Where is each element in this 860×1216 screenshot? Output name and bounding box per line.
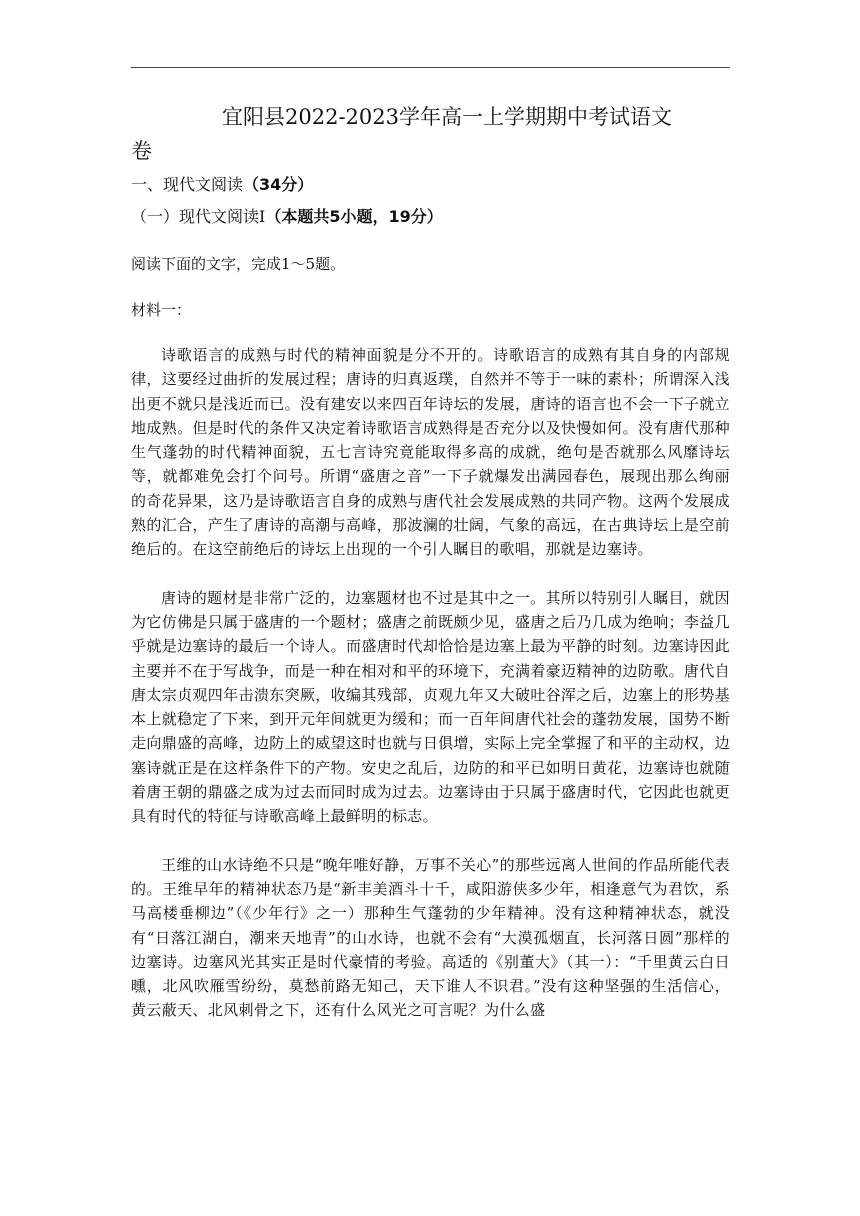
- document-page: [131, 100, 730, 1023]
- paragraph-2: 唐诗的题材是非常广泛的，边塞题材也不过是其中之一。其所以特别引人瞩目，就因为它仿佛是只属于盛唐的一个题材；盛唐之前既颇少见，盛唐之后乃几成为绝响；李益几乎就是边塞诗的最后一个诗人。而盛唐时代却恰恰是边塞上最为平静的时刻。边塞诗因此主要并不在于写战争，而是一种在相对和平的环境下，充满着豪迈精神的边防歌。唐代自唐太宗贞观四年击溃东突厥，收编其残部，贞观九年又大破吐谷浑之后，边塞上的形势基本上就稳定了下来，到开元年间就更为缓和；而一百年间唐代社会的蓬勃发展，国势不断走向鼎盛的高峰，边防上的威望这时也就与日俱增，实际上完全掌握了和平的主动权，边塞诗就正是在这样条件下的产物。安史之乱后，边防的和平已如明日黄花，边塞诗也就随着唐王朝的鼎盛之成为过去而同时成为过去。边塞诗由于只属于盛唐时代，它因此也就更具有时代的特征与诗歌高峰上最鲜明的标志。: [131, 588, 730, 826]
- reading-instruction: 阅读下面的文字，完成1～5题。: [131, 255, 346, 273]
- paragraph-1: 诗歌语言的成熟与时代的精神面貌是分不开的。诗歌语言的成熟有其自身的内部规律，这要经过曲折的发展过程；唐诗的归真返璞，自然并不等于一味的素朴；所谓深入浅出更不就只是浅近而已。没有建安以来四百年诗坛的发展，唐诗的语言也不会一下子就立地成熟。但是时代的条件又决定着诗歌语言成熟得是否充分以及快慢如何。没有唐代那种生气蓬勃的时代精神面貌，五七言诗究竟能取得多高的成就，绝句是否就那么风靡诗坛等，就都难免会打个问号。所谓“盛唐之音”一下子就爆发出满园春色，展现出那么绚丽的奇花异果，这乃是诗歌语言自身的成熟与唐代社会发展成熟的共同产物。这两个发展成熟的汇合，产生了唐诗的高潮与高峰，那波澜的壮阔，气象的高远，在古典诗坛上是空前绝后的。在这空前绝后的诗坛上出现的一个引人瞩目的歌唱，那就是边塞诗。: [131, 346, 730, 559]
- document-title: [131, 100, 730, 168]
- header-rule: [131, 67, 730, 68]
- section-heading-score: （34分）: [243, 175, 314, 194]
- subsection-heading-score: （本题共5小题，19分）: [265, 207, 443, 226]
- material-label: 材料一：: [131, 301, 192, 319]
- title-line-2: 卷: [131, 139, 152, 163]
- subsection-heading-text: （一）现代文阅读Ⅰ: [131, 207, 266, 226]
- section-heading-text: 一、现代文阅读: [131, 175, 244, 194]
- subsection-heading: [131, 204, 730, 230]
- title-line-1: 宜阳县2022-2023学年高一上学期期中考试语文: [222, 105, 672, 129]
- paragraph-3: 王维的山水诗绝不只是“晚年唯好静，万事不关心”的那些远离人世间的作品所能代表的。王维早年的精神状态乃是“新丰美酒斗十千，咸阳游侠多少年，相逢意气为君饮，系马高楼垂柳边”（《少年行》之一）那种生气蓬勃的少年精神。没有这种精神状态，就没有“日落江湖白，潮来天地青”的山水诗，也就不会有“大漠孤烟直，长河落日圆”那样的边塞诗。边塞风光其实正是时代豪情的考验。高适的《别董大》（其一）：“千里黄云白日曛，北风吹雁雪纷纷，莫愁前路无知己，天下谁人不识君。”没有这种坚强的生活信心，黄云蔽天、北风刺骨之下，还有什么风光之可言呢？为什么盛: [131, 855, 730, 1020]
- section-heading: [131, 172, 730, 198]
